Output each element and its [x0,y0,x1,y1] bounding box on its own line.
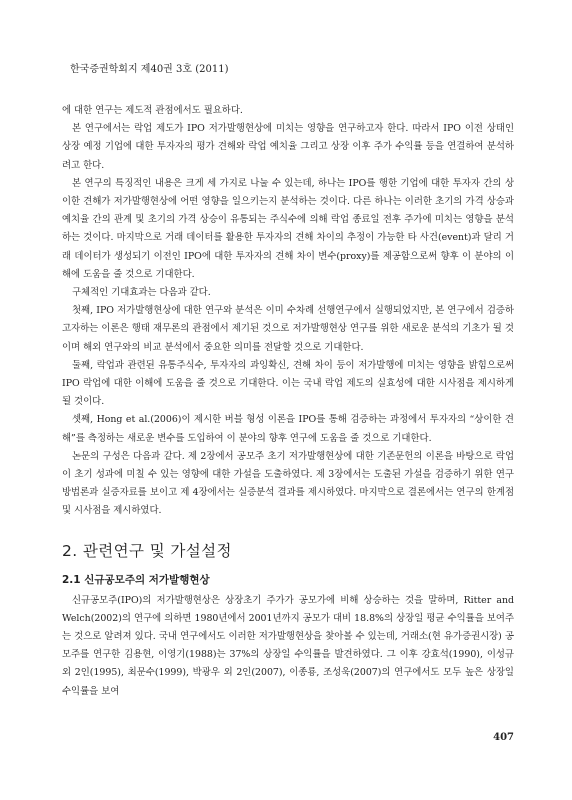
subsection-heading: 2.1 신규공모주의 저가발행현상 [62,573,210,586]
paragraph-research-aim: 본 연구에서는 락업 제도가 IPO 저가발행현상에 미치는 영향을 연구하고자 한다. 따라서 IPO 이전 상태인 상장 예정 기업에 대한 투자자의 평가 견해와 락업 예치율 그리고 상장 이후 주가 수익률 등을 연결하여 분석하려고 한다. [62,123,514,171]
paragraph-expected-effects: 구체적인 기대효과는 다음과 같다. [72,287,211,299]
page-body [62,102,514,701]
paragraph-structure: 논문의 구성은 다음과 같다. 제 2장에서 공모주 초기 저가발행현상에 대한 기존문헌의 이론을 바탕으로 락업이 초기 성과에 미칠 수 있는 영향에 대한 가설을 도출하였다. 제 3장에서는 도출된 가설을 검증하기 위한 연구방법론과 실증자료를 보이고 제 4장에서는 실증분석 결과를 제시하였다. 마지막으로 결론에서는 연구의 한계점 및 시사점을 제시하였다. [62,450,514,517]
paragraph-second: 둘째, 락업과 관련된 유통주식수, 투자자의 과잉확신, 견해 차이 등이 저가발행에 미치는 영향을 밝힘으로써 IPO 락업에 대한 이해에 도움을 줄 것으로 기대한다. 이는 국내 락업 제도의 실효성에 대한 시사점을 제시하게 될 것이다. [62,359,514,408]
paragraph-third: 셋째, Hong et al.(2006)이 제시한 버블 형성 이론을 IPO를 통해 검증하는 과정에서 투자자의 “상이한 견해”를 측정하는 새로운 변수를 도입하여 이 분야의 향후 연구에 도움을 줄 것으로 기대한다. [62,414,514,444]
paragraph-underpricing: 신규공모주(IPO)의 저가발행현상은 상장초기 주가가 공모가에 비해 상승하는 것을 말하며, Ritter and Welch(2002)의 연구에 의하면 1980년에서 2001년까지 공모가 대비 18.8%의 상장일 평균 수익률을 보여주는 것으로 알려져 있다. 국내 연구에서도 이러한 저가발행현상을 찾아볼 수 있는데, 거래소(현 유가증권시장) 공모주를 연구한 김용현, 이영기(1988)는 37%의 상장일 수익률을 발견하였다. 그 이후 강효석(1990), 이성규 외 2인(1995), 최문수(1999), 박광우 외 2인(2007), 이종룡, 조성욱(2007)의 연구에서도 모두 높은 상장일 수익률을 보여 [62,594,514,697]
page-number: 407 [493,732,514,743]
section-heading: 2. 관련연구 및 가설설정 [62,541,232,560]
paragraph-continuation: 에 대한 연구는 제도적 관점에서도 필요하다. [62,105,243,116]
running-head: 한국증권학회지 제40권 3호 (2011) [70,64,229,75]
paragraph-features: 본 연구의 특징적인 내용은 크게 세 가지로 나눌 수 있는데, 하나는 IPO를 행한 기업에 대한 투자자 간의 상이한 견해가 저가발행현상에 어떤 영향을 일으키는지 분석하는 것이다. 다른 하나는 이러한 초기의 가격 상승과 예치율 간의 관계 및 초기의 가격 상승이 유통되는 주식수에 의해 락업 종료일 전후 주가에 미치는 영향을 분석하는 것이다. 마지막으로 거래 데이터를 활용한 투자자의 견해 차이의 추정이 가능한 타 사건(event)과 달리 거래 데이터가 생성되기 이전인 IPO에 대한 투자자의 견해 차이 변수(proxy)를 제공함으로써 향후 이 분야의 이해에 도움을 줄 것으로 기대한다. [62,177,514,280]
paragraph-first: 첫째, IPO 저가발행현상에 대한 연구와 분석은 이미 수차례 선행연구에서 실행되었지만, 본 연구에서 검증하고자하는 이론은 행태 재무론의 관점에서 제기된 것으로 저가발행현상 연구를 위한 새로운 분석의 기초가 될 것이며 해외 연구와의 비교 분석에서 중요한 의미를 전달할 것으로 기대한다. [62,305,514,353]
